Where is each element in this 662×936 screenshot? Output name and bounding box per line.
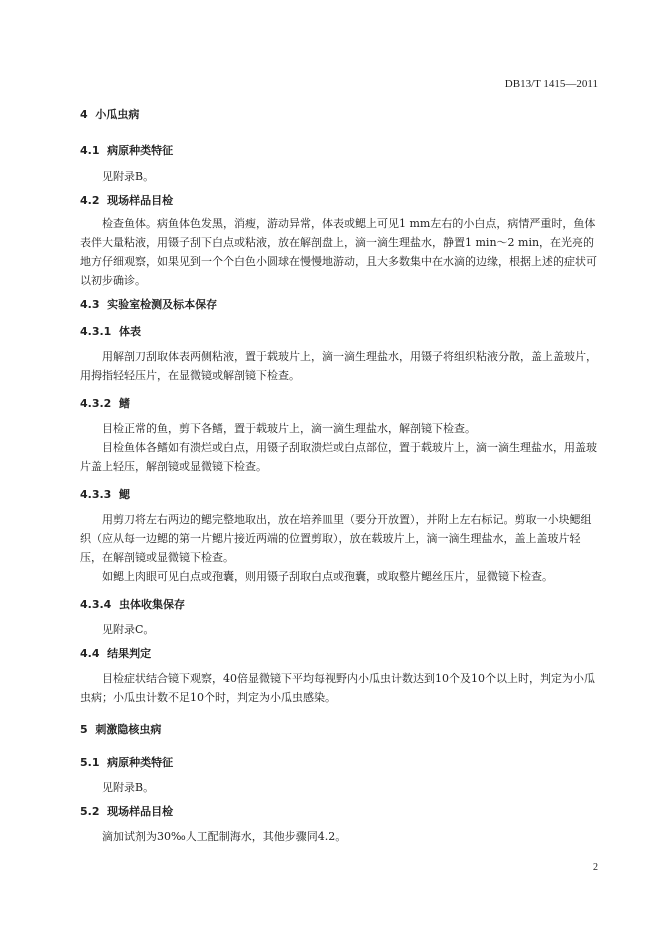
section-4-3-1-text: 用解剖刀刮取体表两侧粘液，置于载玻片上，滴一滴生理盐水，用镊子将组织粘液分散，盖上盖玻片，用拇指轻轻压片，在显微镜或解剖镜下检查。 xyxy=(80,350,597,382)
section-5-1-text: 见附录B。 xyxy=(102,781,155,794)
section-4-4-text: 目检症状结合镜下观察，40倍显微镜下平均每视野内小瓜虫计数达到10个及10个以上时，判定为小瓜虫病；小瓜虫计数不足10个时，判定为小瓜虫感染。 xyxy=(80,672,595,704)
section-4-2-heading: 4.2 现场样品目检 xyxy=(80,194,174,207)
section-4-3-3-text-2: 如鳃上肉眼可见白点或孢囊，则用镊子刮取白点或孢囊，或取整片鳃丝压片，显微镜下检查。 xyxy=(102,570,553,583)
section-4-3-4-text: 见附录C。 xyxy=(102,623,155,636)
section-4-3-2-text-2: 目检鱼体各鳍如有溃烂或白点，用镊子刮取溃烂或白点部位，置于载玻片上，滴一滴生理盐水，用盖玻片盖上轻压，解剖镜或显微镜下检查。 xyxy=(80,441,597,473)
section-4-3-3-text-1: 用剪刀将左右两边的鳃完整地取出，放在培养皿里（要分开放置），并附上左右标记。剪取一小块鳃组织（应从每一边鳃的第一片鳃片接近两端的位置剪取），放在载玻片上，滴一滴生理盐水，盖上盖玻片轻压，在解剖镜或显微镜下检查。 xyxy=(80,513,592,564)
section-4-2-text: 检查鱼体。病鱼体色发黑，消瘦，游动异常，体表或鳃上可见1 mm左右的小白点，病情严重时，鱼体表伴大量粘液，用镊子刮下白点或粘液，放在解剖盘上，滴一滴生理盐水，静置1 min～2 min，在光亮的地方仔细观察，如果见到一个个白色小圆球在慢慢地游动，且大多数集中在水滴的边缘，根据上述的症状可以初步确诊。 xyxy=(80,217,597,287)
section-5-heading: 5 刺激隐核虫病 xyxy=(80,723,162,736)
section-4-heading: 4 小瓜虫病 xyxy=(80,108,140,121)
document-code: DB13/T 1415—2011 xyxy=(504,78,598,90)
section-4-1-text: 见附录B。 xyxy=(102,170,155,183)
section-4-3-1-heading: 4.3.1 体表 xyxy=(80,325,141,338)
section-4-1-heading: 4.1 病原种类特征 xyxy=(80,144,174,157)
section-4-4-heading: 4.4 结果判定 xyxy=(80,647,152,660)
section-4-3-heading: 4.3 实验室检测及标本保存 xyxy=(80,298,218,311)
document-body xyxy=(80,106,600,846)
page-number: 2 xyxy=(593,862,598,873)
section-5-1-heading: 5.1 病原种类特征 xyxy=(80,756,174,769)
section-4-3-2-text-1: 目检正常的鱼，剪下各鳍，置于载玻片上，滴一滴生理盐水，解剖镜下检查。 xyxy=(102,422,476,435)
section-5-2-text: 滴加试剂为30‰人工配制海水，其他步骤同4.2。 xyxy=(102,830,347,843)
section-4-3-2-heading: 4.3.2 鳍 xyxy=(80,397,130,410)
section-4-3-3-heading: 4.3.3 鳃 xyxy=(80,488,130,501)
section-4-3-4-heading: 4.3.4 虫体收集保存 xyxy=(80,598,185,611)
section-5-2-heading: 5.2 现场样品目检 xyxy=(80,805,174,818)
